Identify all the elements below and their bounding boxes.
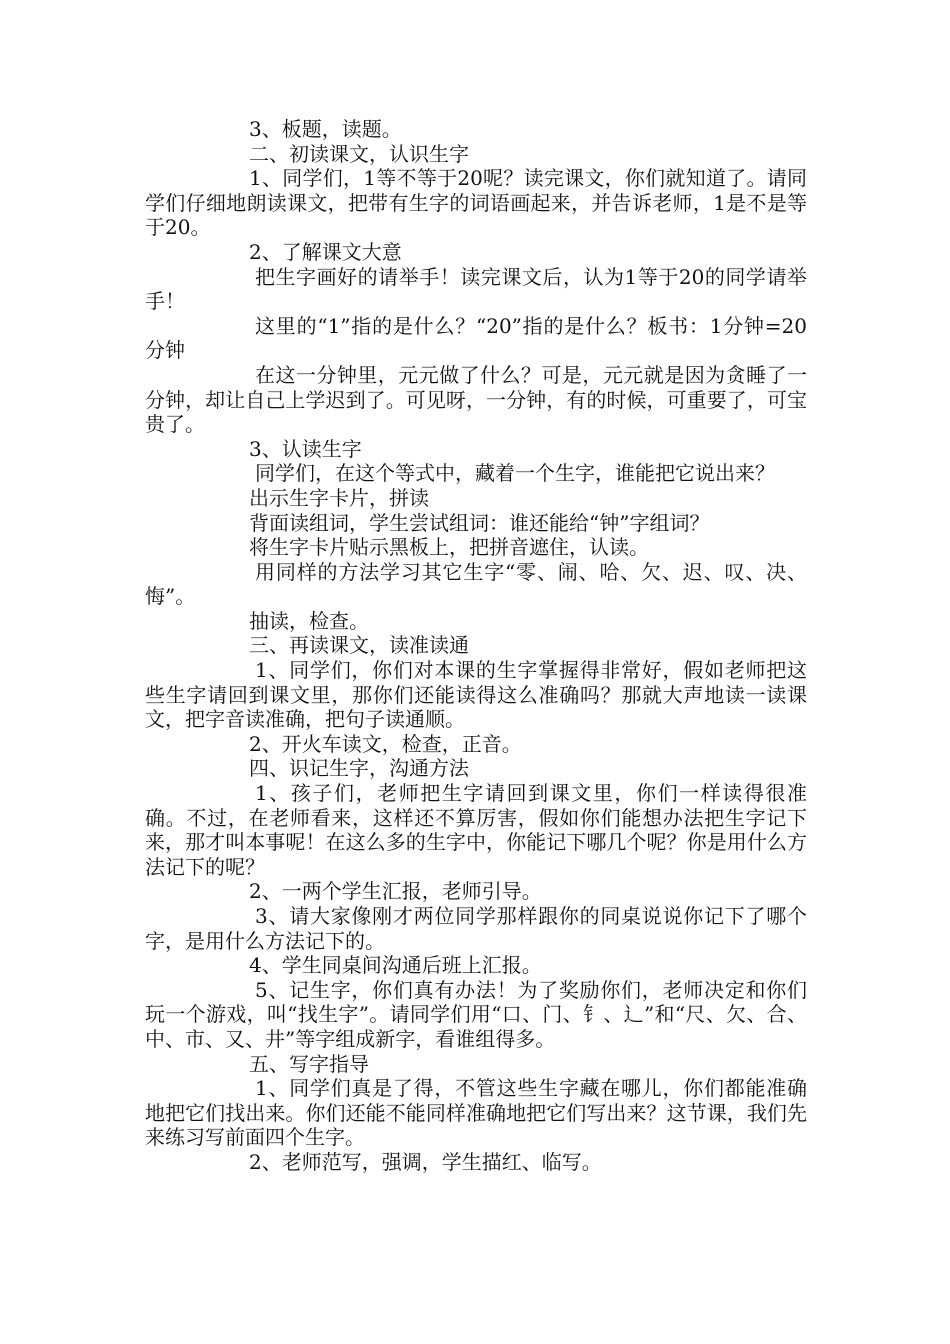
- paragraph: 2、一两个学生汇报，老师引导。: [249, 879, 542, 904]
- paragraph: 在这一分钟里，元元做了什么？可是，元元就是因为贪睡了一分钟，却让自己上学迟到了。可见呀，一分钟，有的时候，可重要了，可宝贵了。: [145, 362, 807, 437]
- paragraph: 将生字卡片贴示黑板上，把拼音遮住，认读。: [249, 535, 649, 560]
- paragraph: 同学们，在这个等式中，藏着一个生字，谁能把它说出来？: [255, 461, 775, 486]
- paragraph: 1、同学们，你们对本课的生字掌握得非常好，假如老师把这些生字请回到课文里，那你们还能读得这么准确吗？那就大声地读一读课文，把字音读准确，把句子读通顺。: [145, 658, 807, 732]
- paragraph: 1、同学们真是了得，不管这些生字藏在哪儿，你们都能准确地把它们找出来。你们还能不能同样准确地把它们写出来？这节课，我们先来练习写前面四个生字。: [145, 1076, 807, 1150]
- subsection-heading: 2、了解课文大意: [249, 239, 402, 264]
- section-heading: 五、写字指导: [249, 1051, 369, 1076]
- section-heading: 三、再读课文，读准读通: [249, 633, 469, 658]
- subsection-heading: 3、认读生字: [249, 436, 362, 461]
- paragraph: 把生字画好的请举手！读完课文后，认为1等于20的同学请举手！: [145, 264, 807, 314]
- paragraph: 1、同学们，1等不等于20呢？读完课文，你们就知道了。请同学们仔细地朗读课文，把带有生字的词语画起来，并告诉老师，1是不是等于20。: [145, 166, 807, 240]
- paragraph: 2、老师范写，强调，学生描红、临写。: [249, 1149, 602, 1174]
- paragraph: 抽读，检查。: [249, 608, 369, 633]
- paragraph: 1、孩子们，老师把生字请回到课文里，你们一样读得很准确。不过，在老师看来，这样还不算厉害，假如你们能想办法把生字记下来，那才叫本事呢！在这么多的生字中，你能记下哪几个呢？你是用什么方法记下的呢？: [145, 781, 807, 879]
- paragraph: 出示生字卡片，拼读: [249, 485, 429, 510]
- paragraph: 这里的“1”指的是什么？“20”指的是什么？板书：1分钟=20分钟: [145, 313, 807, 363]
- document-body: [145, 117, 807, 1175]
- section-heading: 二、初读课文，认识生字: [249, 141, 469, 166]
- paragraph: 4、学生同桌间沟通后班上汇报。: [249, 953, 542, 978]
- section-heading: 四、识记生字，沟通方法: [249, 756, 469, 781]
- paragraph: 背面读组词，学生尝试组词：谁还能给“钟”字组词？: [249, 510, 710, 535]
- paragraph: 3、请大家像刚才两位同学那样跟你的同桌说说你记下了哪个字，是用什么方法记下的。: [145, 904, 807, 953]
- paragraph: 2、开火车读文，检查，正音。: [249, 731, 522, 756]
- paragraph: 3、板题，读题。: [249, 117, 402, 141]
- paragraph: 用同样的方法学习其它生字“零、闹、哈、欠、迟、叹、决、悔”。: [145, 559, 807, 609]
- paragraph: 5、记生字，你们真有办法！为了奖励你们，老师决定和你们玩一个游戏，叫“找生字”。请同学们用“口、门、钅、辶”和“尺、欠、合、中、市、又、井”等字组成新字，看谁组得多。: [145, 977, 807, 1051]
